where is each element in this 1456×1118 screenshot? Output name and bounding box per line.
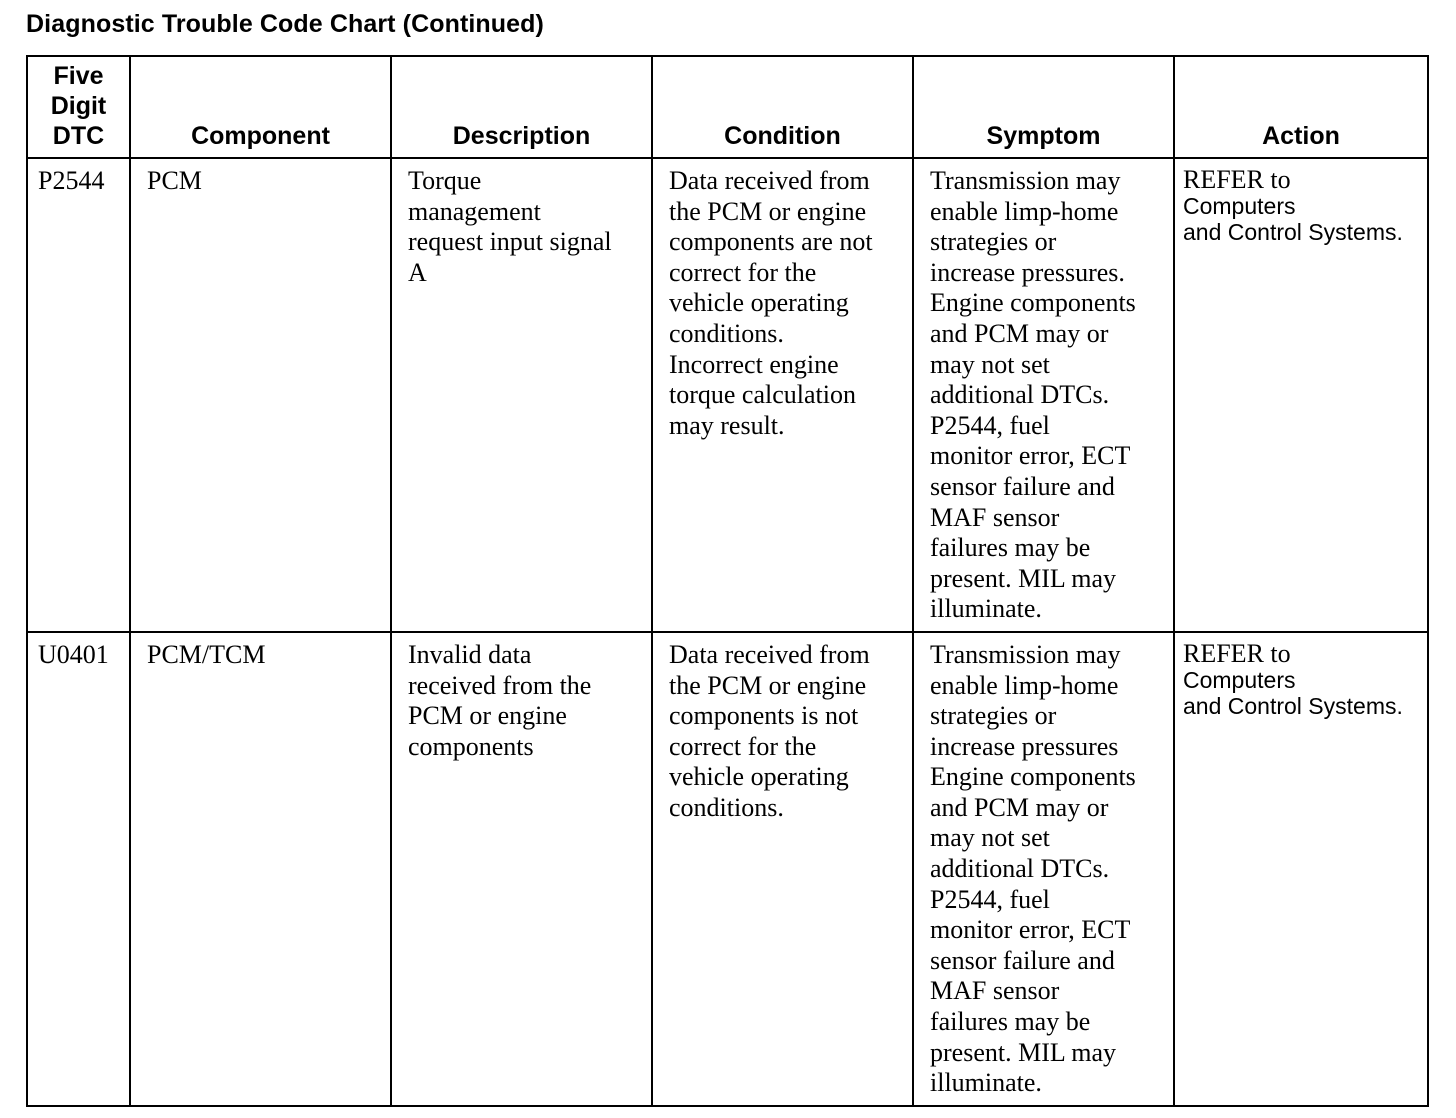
symptom-cell: Transmission may enable limp-home strategies or increase pressures. Engine components and PCM may or may not set additional DTCs. P2544, fuel monitor error, ECT sensor failure and MAF sensor failures may be present. MIL may illuminate.	[913, 158, 1174, 632]
table-row	[27, 632, 1428, 1106]
header-condition: Condition	[652, 56, 913, 158]
condition-cell: Data received from the PCM or engine components are not correct for the vehicle operating conditions. Incorrect engine torque calculation may result.	[652, 158, 913, 632]
action-refer: REFER to	[1183, 165, 1291, 194]
description-cell: Invalid data received from the PCM or engine components	[391, 632, 652, 1106]
header-description: Description	[391, 56, 652, 158]
header-action: Action	[1174, 56, 1428, 158]
action-reference: Computers and Control Systems.	[1183, 666, 1403, 719]
condition-cell: Data received from the PCM or engine components is not correct for the vehicle operating conditions.	[652, 632, 913, 1106]
component-cell: PCM/TCM	[130, 632, 391, 1106]
dtc-code-cell: P2544	[27, 158, 130, 632]
action-cell	[1174, 158, 1428, 632]
component-cell: PCM	[130, 158, 391, 632]
action-refer: REFER to	[1183, 638, 1291, 668]
table-row	[27, 158, 1428, 632]
header-component: Component	[130, 56, 391, 158]
header-symptom: Symptom	[913, 56, 1174, 158]
action-reference: Computers and Control Systems.	[1183, 193, 1403, 245]
header-dtc: Five Digit DTC	[27, 56, 130, 158]
page-title: Diagnostic Trouble Code Chart (Continued)	[26, 10, 544, 38]
description-cell: Torque management request input signal A	[391, 158, 652, 632]
symptom-cell: Transmission may enable limp-home strategies or increase pressures Engine components and PCM may or may not set additional DTCs. P2544, fuel monitor error, ECT sensor failure and MAF sensor failures may be present. MIL may illuminate.	[913, 632, 1174, 1106]
table-header-row	[27, 56, 1428, 158]
dtc-code-cell: U0401	[27, 632, 130, 1106]
action-cell	[1174, 632, 1428, 1106]
dtc-table	[26, 55, 1429, 1107]
